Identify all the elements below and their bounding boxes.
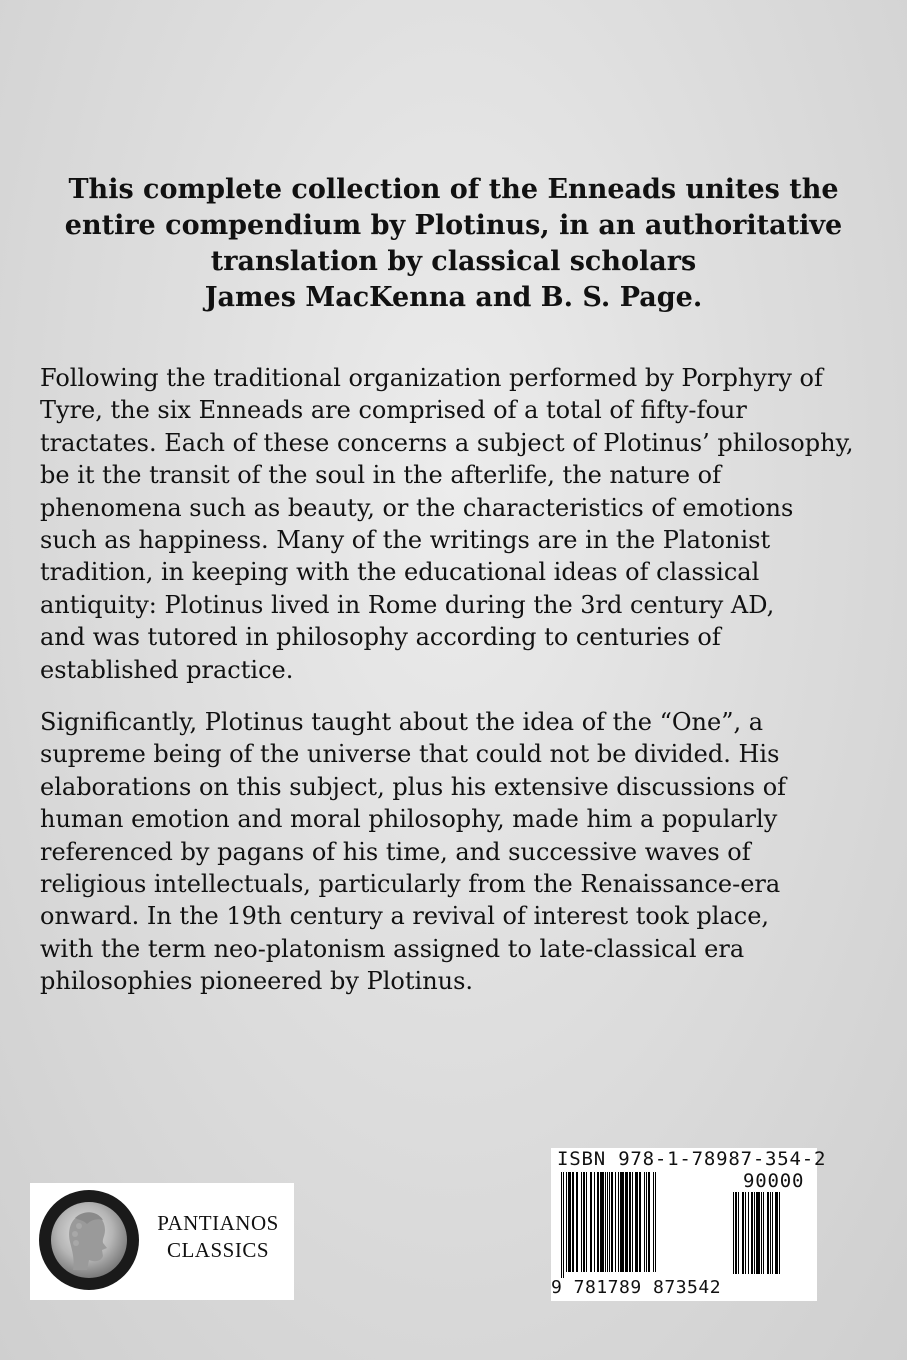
paragraph-line: onward. In the 19th century a revival of interest took place, (40, 902, 770, 931)
intro-line: James MacKenna and B. S. Page. (204, 282, 703, 313)
paragraph-line: and was tutored in philosophy according to centuries of (40, 623, 721, 652)
barcode-bar (742, 1192, 744, 1274)
description-paragraph-1 (40, 362, 880, 686)
paragraph-line: be it the transit of the soul in the afterlife, the nature of (40, 461, 721, 490)
barcode-bar (646, 1172, 647, 1272)
paragraph-line: philosophies pioneered by Plotinus. (40, 967, 474, 996)
barcode-bar (625, 1172, 628, 1272)
barcode-bar (775, 1192, 778, 1274)
barcode-bar (738, 1192, 739, 1274)
barcode-bar (568, 1172, 571, 1272)
intro-line: This complete collection of the Enneads unites the (68, 174, 839, 205)
barcode-bar (620, 1172, 624, 1272)
barcode-bar (779, 1192, 780, 1274)
paragraph-line: phenomena such as beauty, or the characteristics of emotions (40, 493, 794, 522)
paragraph-line: antiquity: Plotinus lived in Rome during the 3rd century AD, (40, 590, 775, 619)
paragraph-line: religious intellectuals, particularly from the Renaissance-era (40, 870, 781, 899)
barcode-bar (561, 1172, 562, 1278)
intro-line: translation by classical scholars (210, 246, 697, 277)
paragraph-line: tractates. Each of these concerns a subject of Plotinus’ philosophy, (40, 428, 854, 457)
description-paragraph-2 (40, 706, 880, 998)
barcode-bar (754, 1192, 755, 1274)
barcode-bar (639, 1172, 641, 1272)
barcode-bar (767, 1192, 769, 1274)
barcode-bar (576, 1172, 578, 1272)
barcode-bar (590, 1172, 592, 1272)
paragraph-line: referenced by pagans of his time, and successive waves of (40, 837, 751, 866)
paragraph-line: Significantly, Plotinus taught about the idea of the “One”, a (40, 708, 764, 736)
barcode-bar (563, 1172, 564, 1278)
barcode-bar (605, 1172, 606, 1272)
paragraph-line: with the term neo-platonism assigned to late-classical era (40, 934, 745, 963)
barcode-bar (632, 1172, 633, 1272)
isbn-barcode (551, 1148, 827, 1301)
barcode-bar (770, 1192, 771, 1274)
barcode-bar (583, 1172, 585, 1272)
barcode-bar (735, 1192, 737, 1274)
barcode-bars (559, 1172, 727, 1278)
barcode-bar (772, 1192, 773, 1274)
barcode-bar (611, 1172, 613, 1272)
barcode-bar (618, 1172, 619, 1272)
barcode-addon-bars (731, 1192, 811, 1276)
barcode-bar (607, 1172, 608, 1272)
barcode-bar (629, 1172, 631, 1272)
publisher-name-line-2: CLASSICS (166, 1238, 270, 1262)
paragraph-line: tradition, in keeping with the educational ideas of classical (40, 558, 760, 587)
paragraph-line: Tyre, the six Enneads are comprised of a total of fifty-four (40, 396, 747, 425)
barcode-bar (597, 1172, 599, 1272)
barcode-bar (581, 1172, 582, 1272)
barcode-bar (600, 1172, 604, 1272)
paragraph-line: established practice. (40, 655, 294, 684)
barcode-bar (615, 1172, 616, 1272)
barcode-bar (572, 1172, 574, 1272)
paragraph-line: such as happiness. Many of the writings are in the Platonist (40, 526, 771, 555)
intro-line: entire compendium by Plotinus, in an authoritative (64, 210, 843, 241)
barcode-bar (635, 1172, 638, 1272)
barcode-bar (653, 1172, 654, 1272)
barcode-bar (586, 1172, 587, 1272)
paragraph-line: human emotion and moral philosophy, made him a popularly (40, 805, 778, 834)
coin-profile-icon (39, 1190, 139, 1290)
barcode-bar (648, 1172, 650, 1272)
publisher-name-line-1: PANTIANOS (157, 1211, 279, 1235)
publisher-name (148, 1210, 288, 1264)
barcode-bar (644, 1172, 645, 1272)
barcode-bar (594, 1172, 595, 1272)
barcode-bar (733, 1192, 734, 1274)
barcode-bar (609, 1172, 610, 1272)
barcode-bar (751, 1192, 753, 1274)
barcode-digits: 9 781789 873542 (551, 1277, 722, 1298)
barcode-bar (745, 1192, 746, 1274)
intro-blurb (40, 172, 867, 316)
paragraph-line: supreme being of the universe that could not be divided. His (40, 740, 780, 769)
barcode-bar (748, 1192, 749, 1274)
barcode-bar (763, 1192, 764, 1274)
price-code: 90000 (743, 1170, 805, 1192)
barcode-bar (655, 1172, 656, 1272)
paragraph-line: Following the traditional organization performed by Porphyry of (40, 364, 823, 392)
paragraph-line: elaborations on this subject, plus his extensive discussions of (40, 772, 787, 801)
barcode-bar (566, 1172, 567, 1272)
barcode-bar (756, 1192, 760, 1274)
publisher-logo (30, 1183, 294, 1300)
barcode-bar (761, 1192, 762, 1274)
isbn-label: ISBN 978-1-78987-354-2 (557, 1148, 827, 1170)
